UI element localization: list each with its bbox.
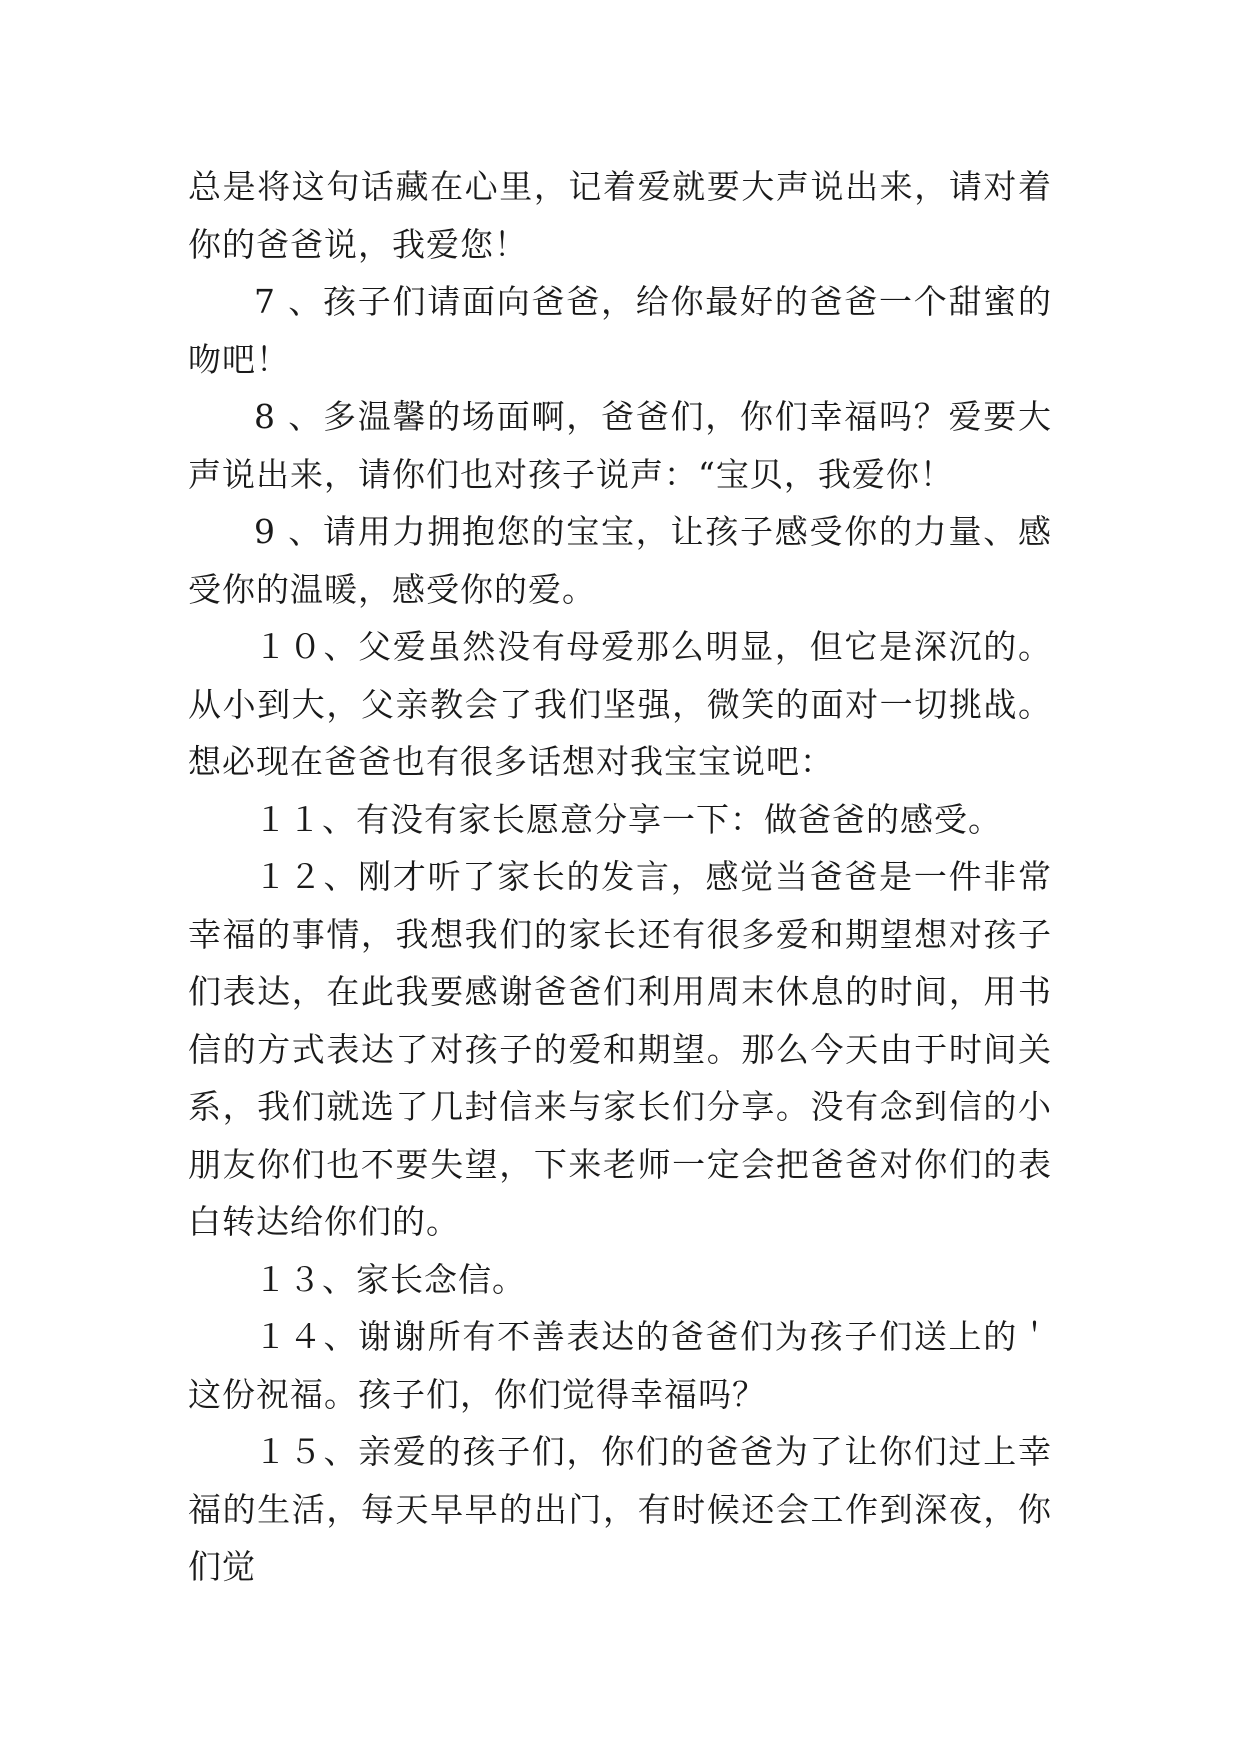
paragraph-item-7: 7 、孩子们请面向爸爸，给你最好的爸爸一个甜蜜的吻吧！	[188, 282, 1052, 379]
paragraph-item-10: １０、父爱虽然没有母爱那么明显，但它是深沉的。从小到大，父亲教会了我们坚强，微笑的面对一切挑战。想必现在爸爸也有很多话想对我宝宝说吧：	[188, 627, 1052, 781]
paragraph-item-14: １４、谢谢所有不善表达的爸爸们为孩子们送上的＇这份祝福。孩子们，你们觉得幸福吗？	[188, 1317, 1052, 1414]
paragraph-item-15: １５、亲爱的孩子们，你们的爸爸为了让你们过上幸福的生活，每天早早的出门，有时候还会工作到深夜，你们觉	[188, 1432, 1052, 1586]
document-body	[188, 158, 1052, 1596]
paragraph-item-11: １１、有没有家长愿意分享一下：做爸爸的感受。	[254, 799, 1002, 839]
paragraph-item-13: １３、家长念信。	[254, 1259, 526, 1299]
paragraph-continuation: 总是将这句话藏在心里，记着爱就要大声说出来，请对着你的爸爸说，我爱您！	[188, 167, 1052, 264]
paragraph-item-12: １２、刚才听了家长的发言，感觉当爸爸是一件非常幸福的事情，我想我们的家长还有很多爱和期望想对孩子们表达，在此我要感谢爸爸们利用周末休息的时间，用书信的方式表达了对孩子的爱和期望。那么今天由于时间关系，我们就选了几封信来与家长们分享。没有念到信的小朋友你们也不要失望，下来老师一定会把爸爸对你们的表白转达给你们的。	[188, 857, 1052, 1241]
paragraph-item-8: 8 、多温馨的场面啊，爸爸们，你们幸福吗？爱要大声说出来，请你们也对孩子说声：“宝贝，我爱你！	[188, 397, 1052, 494]
paragraph-item-9: 9 、请用力拥抱您的宝宝，让孩子感受你的力量、感受你的温暖，感受你的爱。	[188, 512, 1052, 609]
